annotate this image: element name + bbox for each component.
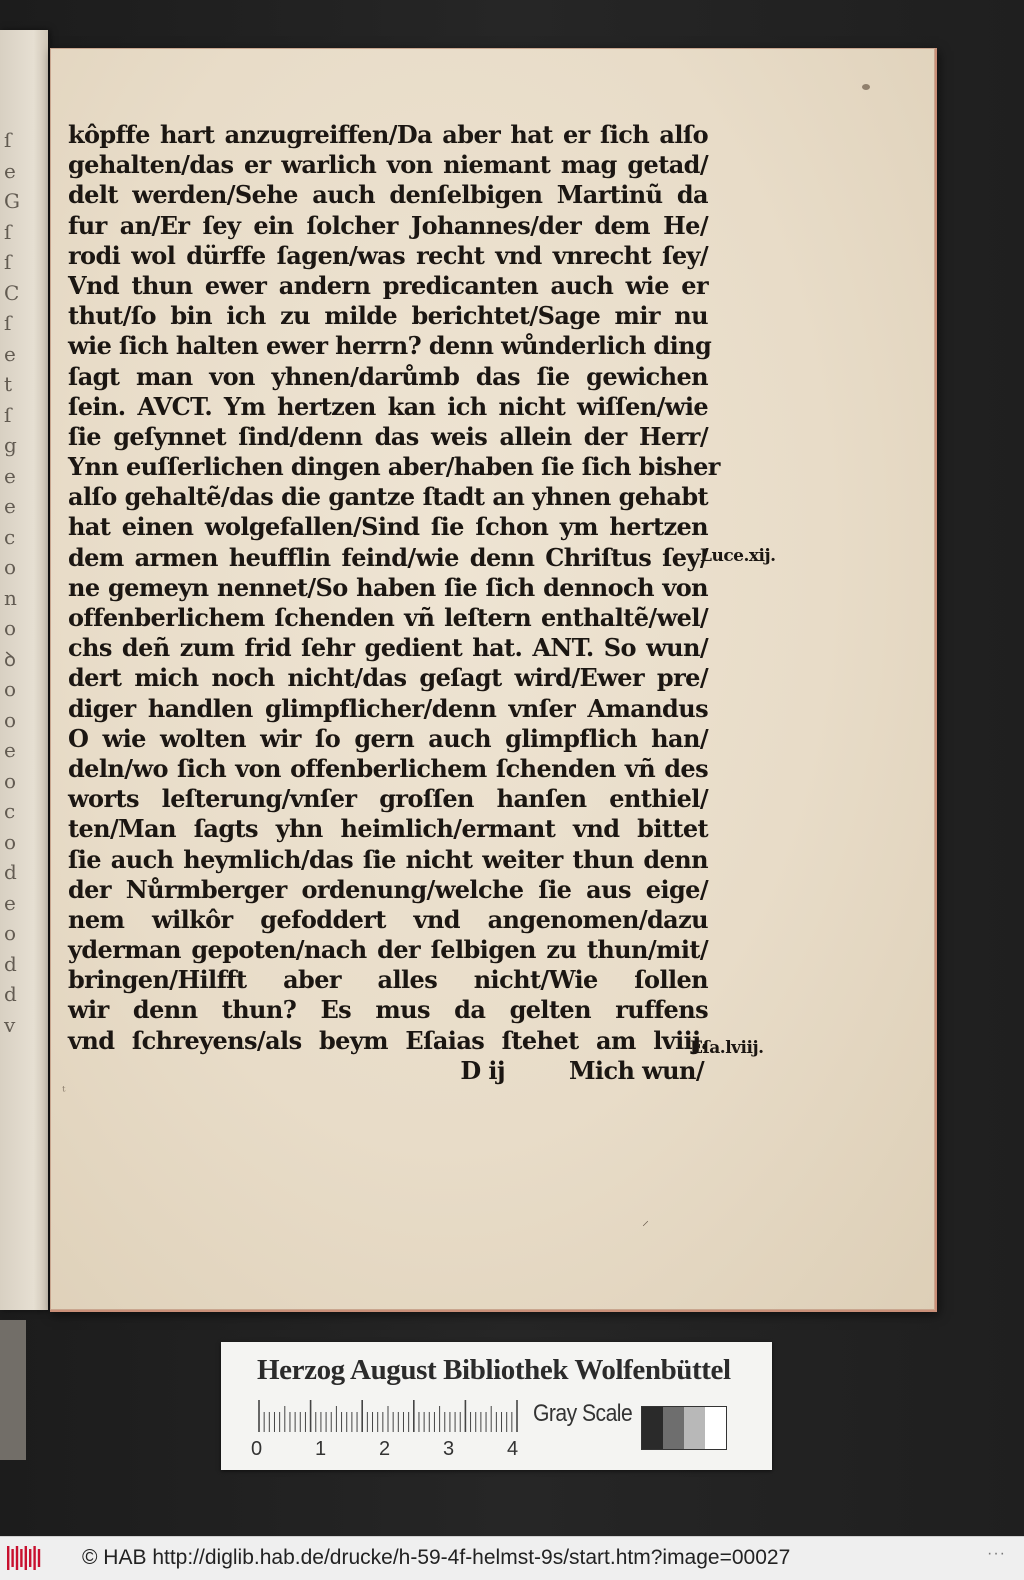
logo-bar xyxy=(29,1549,31,1567)
facing-page-fragment: C xyxy=(4,280,20,305)
text-line: fur an/Er ſey ein ſolcher Johannes/der dem He/ xyxy=(68,210,708,240)
text-line: ſein. AVCT. Ym hertzen kan ich nicht wiſſen/wie xyxy=(68,391,708,421)
ruler-number: 4 xyxy=(507,1438,519,1460)
gray-swatch xyxy=(663,1407,684,1449)
facing-page-fragment: g xyxy=(4,433,17,457)
text-line: chs deñ zum frid ſehr gedient hat. ANT. So wun/ xyxy=(68,633,708,663)
text-line: kôpffe hart anzugreiffen/Da aber hat er ſich alſo xyxy=(68,120,708,149)
facing-page-fragment: t xyxy=(4,372,13,396)
facing-page-text-fragments xyxy=(4,125,34,1040)
text-line: ſie auch heymlich/das ſie nicht weiter thun denn xyxy=(68,844,708,874)
facing-page-fragment: n xyxy=(4,585,17,610)
gray-swatch xyxy=(705,1407,726,1449)
ruler-number: 3 xyxy=(443,1438,455,1460)
text-line: dem armen heufflin feind/wie denn Chriſtus ſey/ xyxy=(68,542,708,572)
facing-page-fragment: ſ xyxy=(4,311,12,335)
ruler-number: 1 xyxy=(315,1438,327,1460)
text-line: O wie wolten wir ſo gern auch glimpflich han/ xyxy=(68,723,708,753)
text-line: deln/wo ſich von offenberlichem ſchenden vñ des xyxy=(68,753,708,783)
page-mark: ⸝ xyxy=(642,1213,649,1229)
facing-page-fragment: e xyxy=(4,890,16,915)
facing-page-fragment: ſ xyxy=(4,402,12,427)
library-name: Herzog August Bibliothek Wolfenbüttel xyxy=(257,1354,731,1386)
text-line: bringen/Hilfft aber alles nicht/Wie ſollen xyxy=(68,965,708,995)
logo-bar xyxy=(11,1549,13,1567)
text-line: rodi wol dürffe ſagen/was recht vnd vnrecht ſey/ xyxy=(68,240,708,270)
text-line: diger handlen glimpflicher/denn vnſer Amandus xyxy=(68,693,708,723)
facing-page-fragment: e xyxy=(4,463,16,488)
text-line: yderman gepoten/nach der ſelbigen zu thun/mit/ xyxy=(68,935,708,965)
text-line: wir denn thun? Es mus da gelten ruffens xyxy=(68,995,708,1025)
gray-swatch xyxy=(684,1407,705,1449)
facing-page-fragment: o xyxy=(4,921,17,945)
facing-page-fragment: ſ xyxy=(4,250,12,274)
facing-page-fragment: G xyxy=(4,189,20,213)
facing-page-fragment: e xyxy=(4,158,16,183)
logo-bar xyxy=(20,1549,22,1567)
ruler-numbers xyxy=(249,1438,549,1462)
facing-page-fragment: d xyxy=(4,982,17,1006)
text-line: nem wilkôr gefoddert vnd angenomen/dazu xyxy=(68,904,708,934)
ruler-number: 0 xyxy=(251,1438,263,1460)
footer-source-url[interactable]: © HAB http://diglib.hab.de/drucke/h-59-4f-helmst-9s/start.htm?image=00027 xyxy=(82,1546,791,1569)
text-line: hat einen wolgefallen/Sind ſie ſchon ym hertzen xyxy=(68,512,708,542)
text-line: dert mich noch nicht/das geſagt wird/Ewer pre/ xyxy=(68,663,708,693)
facing-page-fragment: ꝺ xyxy=(4,646,16,671)
text-line: worts leſterung/vnſer groſſen hanſen enthiel/ xyxy=(68,784,708,814)
logo-bar xyxy=(7,1546,9,1570)
marginal-note-isaiah: Eſa.lviij. xyxy=(690,1038,764,1058)
logo-bar xyxy=(16,1546,18,1570)
facing-page-fragment: d xyxy=(4,951,17,976)
text-line: ne gemeyn nennet/So haben ſie ſich dennoch von xyxy=(68,572,708,602)
gray-scale-label: Gray Scale xyxy=(533,1400,633,1427)
text-line: wie ſich halten ewer herrn? denn wůnderlich ding xyxy=(68,331,712,361)
text-line: Ynn euſſerlichen dingen aber/haben ſie ſich bisher xyxy=(68,452,720,482)
facing-page-fragment: c xyxy=(4,524,16,549)
page-text-block xyxy=(68,120,720,1086)
facing-page-fragment: e xyxy=(4,341,16,366)
footer-bar xyxy=(0,1536,1024,1580)
signature-mark: D ij xyxy=(460,1055,505,1085)
page-blemish xyxy=(862,84,870,90)
book-page xyxy=(50,48,937,1312)
ruler-number: 2 xyxy=(379,1438,391,1460)
text-line: der Nůrmberger ordenung/welche ſie aus eige/ xyxy=(68,874,708,904)
facing-page-fragment: o xyxy=(4,616,17,640)
facing-page-fragment: o xyxy=(4,829,17,854)
text-line: ten/Man ſagts yhn heimlich/ermant vnd bittet xyxy=(68,814,708,844)
gray-swatch xyxy=(642,1407,663,1449)
facing-page-fragment: e xyxy=(4,494,16,518)
text-line: gehalten/das er warlich von niemant mag getad/ xyxy=(68,150,708,180)
signature-line xyxy=(68,1056,708,1086)
gray-scale-swatches xyxy=(641,1406,727,1450)
color-scale-card xyxy=(221,1342,772,1470)
text-line: ſagt man von yhnen/darůmb das ſie gewichen xyxy=(68,361,708,391)
text-line: alſo gehaltẽ/das die gantze ſtadt an yhnen gehabt xyxy=(68,482,708,512)
footer-more-icon[interactable]: ··· xyxy=(987,1545,1006,1562)
marginal-note-luke: Luce.xij. xyxy=(700,546,776,566)
facing-page-fragment: ſ xyxy=(4,128,12,152)
facing-page-fragment: d xyxy=(4,860,17,884)
text-line: ſie geſynnet ſind/denn das weis allein der Herr/ xyxy=(68,421,708,451)
logo-bar xyxy=(33,1546,35,1570)
hab-logo-icon[interactable] xyxy=(6,1544,42,1572)
text-line: offenberlichem ſchenden vñ leſtern enthaltẽ/wel/ xyxy=(68,603,708,632)
facing-page-fragment: v xyxy=(4,1012,16,1037)
text-line: vnd ſchreyens/als beym Eſaias ſtehet am lviij. xyxy=(68,1025,708,1055)
logo-bar xyxy=(38,1549,40,1567)
text-line: delt werden/Sehe auch denſelbigen Martinũ da xyxy=(68,180,708,210)
text-line: Vnd thun ewer andern predicanten auch wie er xyxy=(68,270,708,300)
facing-page-fragment: o xyxy=(4,555,17,579)
facing-page-spine xyxy=(0,1320,26,1460)
logo-bar xyxy=(25,1546,27,1570)
facing-page-fragment: ſ xyxy=(4,219,12,244)
ruler-ticks xyxy=(257,1398,519,1434)
catchword: Mich wun/ xyxy=(568,1055,704,1085)
facing-page-fragment: o xyxy=(4,677,17,701)
facing-page-fragment: c xyxy=(4,799,16,823)
facing-page-edge xyxy=(0,30,48,1310)
facing-page-fragment: e xyxy=(4,738,16,762)
page-mark-left: ᵗ xyxy=(62,1084,66,1100)
text-line: thut/ſo bin ich zu milde berichtet/Sage mir nu xyxy=(68,301,708,331)
facing-page-fragment: o xyxy=(4,707,17,732)
facing-page-fragment: o xyxy=(4,768,17,793)
